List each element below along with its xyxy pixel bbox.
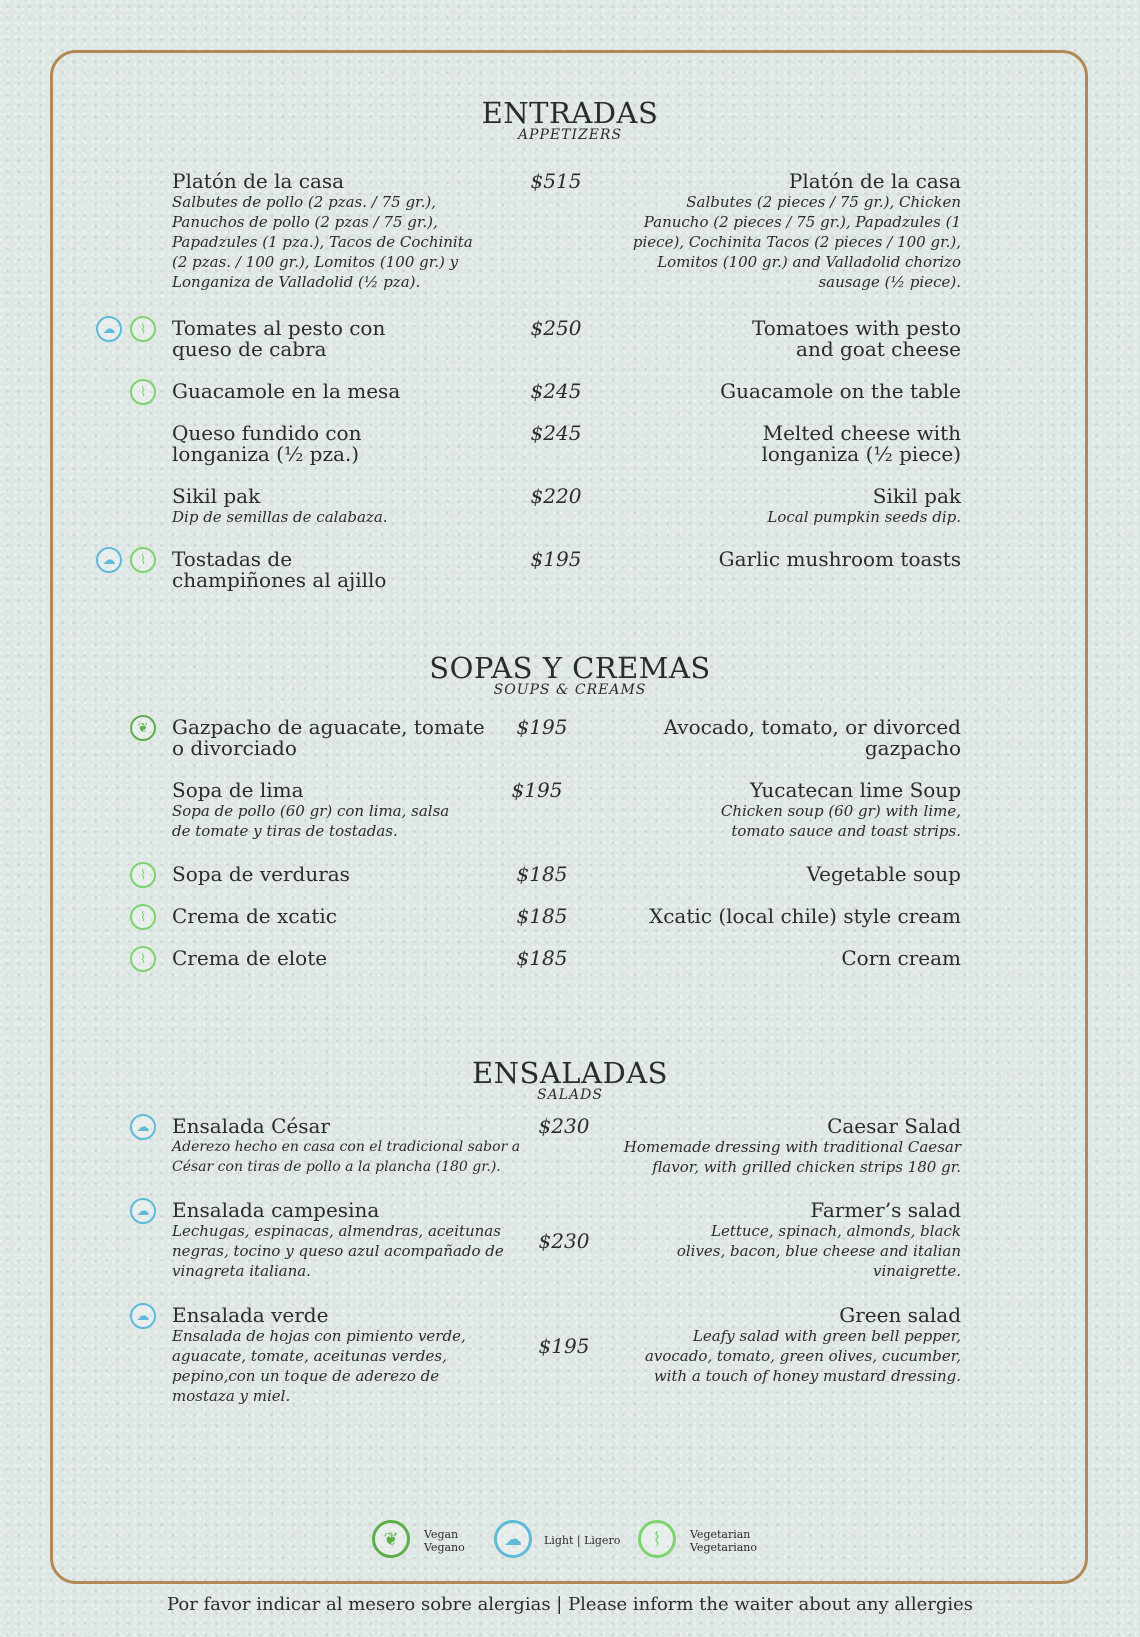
vegetarian-icon: ⌇ <box>130 379 156 405</box>
item-price: $230 <box>538 1229 590 1253</box>
item-price: $195 <box>511 778 563 802</box>
vegetarian-icon: ⌇ <box>130 904 156 930</box>
item-name-es: Crema de elote <box>172 946 328 970</box>
item-name-en: Caesar Salad <box>827 1114 961 1138</box>
item-name-es: Queso fundido con longaniza (½ pza.) <box>172 421 362 466</box>
item-name-es: Tostadas de champiñones al ajillo <box>172 547 387 592</box>
item-name-en: Avocado, tomato, or divorced gazpacho <box>663 715 961 760</box>
item-name-en: Green salad <box>839 1303 961 1327</box>
item-price: $250 <box>530 316 582 340</box>
light-icon: ☁ <box>130 1303 156 1329</box>
vegan-icon: ❦ <box>372 1520 410 1558</box>
light-icon: ☁ <box>494 1520 532 1558</box>
item-name-es: Tomates al pesto con queso de cabra <box>172 316 386 361</box>
item-desc-es: Sopa de pollo (60 gr) con lima, salsa de tomate y tiras de tostadas. <box>172 802 450 840</box>
item-desc-en: Lettuce, spinach, almonds, black olives, bacon, blue cheese and italian vinaigrette. <box>676 1222 961 1280</box>
item-desc-es: Lechugas, espinacas, almendras, aceitunas negras, tocino y queso azul acompañado de vinagreta italiana. <box>172 1222 504 1280</box>
vegetarian-icon: ⌇ <box>130 316 156 342</box>
light-icon: ☁ <box>96 547 122 573</box>
item-name-en: Tomatoes with pesto and goat cheese <box>751 316 961 361</box>
section-title-appetizers: ENTRADAS APPETIZERS <box>481 96 659 143</box>
light-icon: ☁ <box>96 316 122 342</box>
item-name-en: Sikil pak <box>872 484 961 508</box>
section-title-soups: SOPAS Y CREMAS SOUPS & CREAMS <box>429 651 711 698</box>
vegetarian-icon: ⌇ <box>130 862 156 888</box>
item-desc-en: Homemade dressing with traditional Caesar flavor, with grilled chicken strips 180 gr. <box>623 1138 961 1176</box>
item-name-en: Yucatecan lime Soup <box>749 778 961 802</box>
item-name-es: Ensalada César <box>172 1114 330 1138</box>
item-desc-es: Aderezo hecho en casa con el tradicional sabor a César con tiras de pollo a la plancha (180 gr.). <box>172 1139 521 1175</box>
item-desc-en: Salbutes (2 pieces / 75 gr.), Chicken Panucho (2 pieces / 75 gr.), Papadzules (1 piece), Cochinita Tacos (2 pieces / 100 gr.), Lomitos (100 gr.) and Valladolid chorizo sausage (½ piece). <box>632 193 961 291</box>
item-name-en: Platón de la casa <box>788 169 961 193</box>
item-name-es: Crema de xcatic <box>172 904 337 928</box>
section-title-salads: ENSALADAS SALADS <box>471 1056 669 1103</box>
vegetarian-icon: ⌇ <box>130 946 156 972</box>
vegan-icon: ❦ <box>130 715 156 741</box>
item-desc-es: Ensalada de hojas con pimiento verde, aguacate, tomate, aceitunas verdes, pepino,con un toque de aderezo de mostaza y miel. <box>172 1327 466 1405</box>
light-icon: ☁ <box>130 1198 156 1224</box>
item-price: $195 <box>530 547 582 571</box>
item-name-en: Garlic mushroom toasts <box>718 547 961 571</box>
item-name-es: Sopa de lima <box>172 778 304 802</box>
item-price: $195 <box>538 1334 590 1358</box>
vegetarian-icon: ⌇ <box>130 547 156 573</box>
item-name-en: Vegetable soup <box>806 862 961 886</box>
item-name-en: Farmer’s salad <box>810 1198 961 1222</box>
item-desc-en: Local pumpkin seeds dip. <box>767 508 961 526</box>
item-name-es: Sikil pak <box>172 484 261 508</box>
allergy-notice: Por favor indicar al mesero sobre alergias | Please inform the waiter about any allergies <box>166 1594 974 1615</box>
item-price: $185 <box>516 946 568 970</box>
item-price: $230 <box>538 1114 590 1138</box>
item-name-es: Ensalada verde <box>172 1303 329 1327</box>
item-desc-en: Leafy salad with green bell pepper, avocado, tomato, green olives, cucumber, with a touch of honey mustard dressing. <box>644 1327 961 1385</box>
dietary-legend: ❦ Vegan Vegano ☁ Light | Ligero ⌇ Vegetarian Vegetariano <box>372 1520 772 1560</box>
item-name-en: Guacamole on the table <box>720 379 961 403</box>
item-price: $245 <box>530 379 582 403</box>
item-name-es: Guacamole en la mesa <box>172 379 401 403</box>
item-name-es: Platón de la casa <box>172 169 345 193</box>
item-desc-en: Chicken soup (60 gr) with lime, tomato sauce and toast strips. <box>720 802 961 840</box>
vegetarian-icon: ⌇ <box>638 1520 676 1558</box>
item-name-en: Melted cheese with longaniza (½ piece) <box>761 421 961 466</box>
item-name-es: Ensalada campesina <box>172 1198 380 1222</box>
item-price: $185 <box>516 904 568 928</box>
item-name-es: Sopa de verduras <box>172 862 350 886</box>
item-price: $245 <box>530 421 582 445</box>
item-name-en: Corn cream <box>841 946 961 970</box>
item-price: $185 <box>516 862 568 886</box>
item-price: $515 <box>530 169 582 193</box>
item-name-es: Gazpacho de aguacate, tomate o divorciado <box>172 715 485 760</box>
item-desc-es: Salbutes de pollo (2 pzas. / 75 gr.), Panuchos de pollo (2 pzas / 75 gr.), Papadzules (1 pza.), Tacos de Cochinita (2 pzas. / 100 gr.), Lomitos (100 gr.) y Longaniza de Valladolid (½ pza). <box>172 193 473 291</box>
item-price: $195 <box>516 715 568 739</box>
item-name-en: Xcatic (local chile) style cream <box>648 904 961 928</box>
item-price: $220 <box>530 484 582 508</box>
item-desc-es: Dip de semillas de calabaza. <box>172 508 388 526</box>
light-icon: ☁ <box>130 1114 156 1140</box>
